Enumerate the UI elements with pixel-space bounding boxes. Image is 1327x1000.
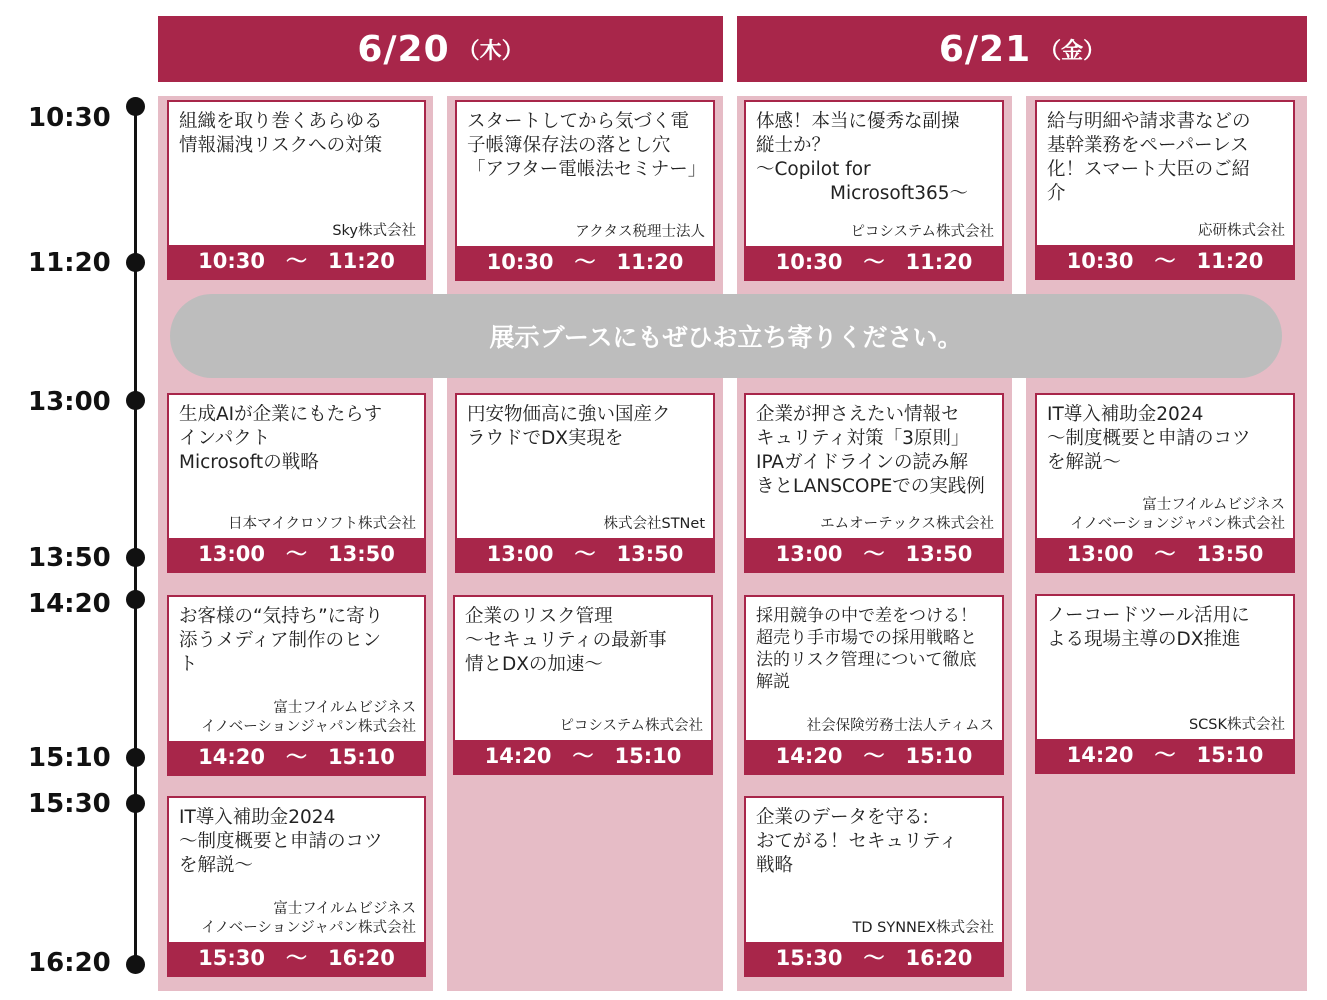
day-of-week: （金） <box>1039 38 1106 64</box>
session-card[interactable] <box>167 100 426 280</box>
session-title: 組織を取り巻くあらゆる 情報漏洩リスクへの対策 <box>179 111 383 156</box>
day-of-week: （木） <box>457 38 524 64</box>
session-company: アクタス税理士法人 <box>575 224 705 240</box>
timeline-dot <box>126 748 145 767</box>
session-title: 企業が押さえたい情報セ キュリティ対策「3原則」 IPAガイドラインの読み解 きとLANSCOPEでの実践例 <box>756 404 985 497</box>
session-card[interactable] <box>744 796 1004 977</box>
session-title: ノーコードツール活用に よる現場主導のDX推進 <box>1047 605 1250 650</box>
session-time: 13:00 ～ 13:50 <box>169 538 424 571</box>
session-card[interactable] <box>167 393 426 573</box>
session-company: TD SYNNEX株式会社 <box>852 920 994 936</box>
timeline-dot <box>126 253 145 272</box>
booth-banner: 展示ブースにもぜひお立ち寄りください。 <box>170 294 1282 378</box>
timeline-line <box>134 105 137 965</box>
session-title: IT導入補助金2024 ～制度概要と申請のコツ を解説～ <box>179 807 383 876</box>
session-company: ピコシステム株式会社 <box>559 718 703 734</box>
session-time: 14:20 ～ 15:10 <box>455 740 711 773</box>
session-time: 10:30 ～ 11:20 <box>1037 245 1293 278</box>
day-header-0620 <box>158 16 723 82</box>
session-time: 15:30 ～ 16:20 <box>746 942 1002 975</box>
time-label: 14:20 <box>28 589 111 619</box>
session-time: 13:00 ～ 13:50 <box>746 538 1002 571</box>
session-title: 給与明細や請求書などの 基幹業務をペーパーレス 化！スマート大臣のご紹 介 <box>1047 111 1251 204</box>
session-card[interactable] <box>167 796 426 977</box>
session-card[interactable] <box>453 595 713 775</box>
session-company: 社会保険労務士法人ティムス <box>806 718 994 734</box>
day-date: 6/21 <box>938 28 1032 70</box>
session-company: 日本マイクロソフト株式会社 <box>228 516 416 532</box>
session-title: 企業のリスク管理 ～セキュリティの最新事 情とDXの加速～ <box>465 606 667 675</box>
time-label: 13:00 <box>28 387 111 417</box>
session-title: 円安物価高に強い国産ク ラウドでDX実現を <box>467 404 671 449</box>
session-time: 15:30 ～ 16:20 <box>169 942 424 975</box>
timeline-dot <box>126 548 145 567</box>
session-title: お客様の“気持ち”に寄り 添うメディア制作のヒン ト <box>179 606 384 675</box>
session-company: 応研株式会社 <box>1198 223 1285 239</box>
session-title: 生成AIが企業にもたらす インパクト Microsoftの戦略 <box>179 404 383 473</box>
session-title: IT導入補助金2024 ～制度概要と申請のコツ を解説～ <box>1047 404 1251 473</box>
time-label: 16:20 <box>28 948 111 978</box>
session-card[interactable] <box>1035 100 1295 280</box>
timeline-dot <box>126 391 145 410</box>
timeline-dot <box>126 97 145 116</box>
session-company: 富士フイルムビジネス イノベーションジャパン株式会社 <box>1070 497 1285 532</box>
timeline-dot <box>126 590 145 609</box>
session-card[interactable] <box>1035 594 1295 774</box>
session-company: Sky株式会社 <box>332 223 416 239</box>
session-title: スタートしてから気づく電 子帳簿保存法の落とし穴 「アフター電帳法セミナー」 <box>467 111 707 180</box>
session-card[interactable] <box>455 393 715 573</box>
session-title: 企業のデータを守る: おてがる！セキュリティ 戦略 <box>756 807 958 876</box>
session-card[interactable] <box>167 595 426 776</box>
day-header-0621 <box>737 16 1307 82</box>
timeline-dot <box>126 794 145 813</box>
session-company: SCSK株式会社 <box>1188 717 1285 733</box>
session-card[interactable] <box>455 100 715 281</box>
session-company: 富士フイルムビジネス イノベーションジャパン株式会社 <box>201 700 416 735</box>
session-card[interactable] <box>744 100 1004 281</box>
session-time: 14:20 ～ 15:10 <box>169 741 424 774</box>
time-label: 11:20 <box>28 248 111 278</box>
session-card[interactable] <box>744 595 1004 775</box>
session-company: エムオーテックス株式会社 <box>820 516 994 532</box>
session-time: 14:20 ～ 15:10 <box>1037 739 1293 772</box>
session-time: 14:20 ～ 15:10 <box>746 740 1002 773</box>
session-title: 採用競争の中で差をつける！ 超売り手市場での採用戦略と 法的リスク管理について徹底 解説 <box>756 606 977 692</box>
session-time: 13:00 ～ 13:50 <box>457 538 713 571</box>
timeline-dot <box>126 955 145 974</box>
session-time: 10:30 ～ 11:20 <box>169 245 424 278</box>
session-company: ピコシステム株式会社 <box>850 224 994 240</box>
time-label: 15:30 <box>28 789 111 819</box>
session-title: 体感！本当に優秀な副操 縦士か？ ～Copilot for Microsoft365～ <box>756 111 969 204</box>
session-card[interactable] <box>1035 393 1295 573</box>
session-card[interactable] <box>744 393 1004 573</box>
day-date: 6/20 <box>357 28 450 70</box>
time-label: 13:50 <box>28 543 111 573</box>
time-label: 15:10 <box>28 743 111 773</box>
time-label: 10:30 <box>28 103 111 133</box>
session-company: 富士フイルムビジネス イノベーションジャパン株式会社 <box>201 901 416 936</box>
session-time: 13:00 ～ 13:50 <box>1037 538 1293 571</box>
session-company: 株式会社STNet <box>603 516 705 532</box>
session-time: 10:30 ～ 11:20 <box>457 246 713 279</box>
session-time: 10:30 ～ 11:20 <box>746 246 1002 279</box>
